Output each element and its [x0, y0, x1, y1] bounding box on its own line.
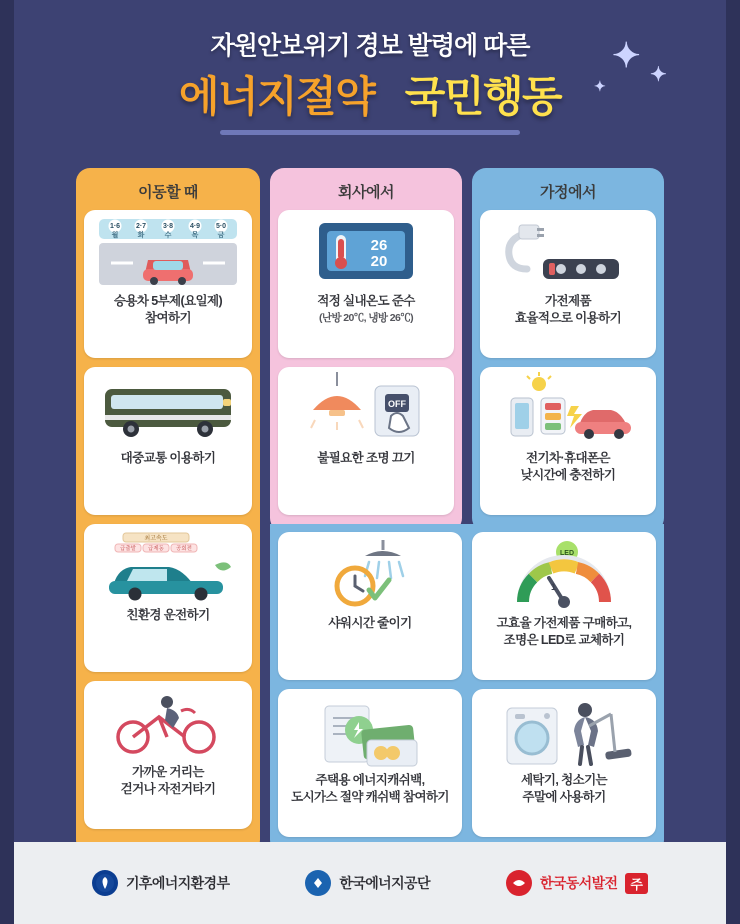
page-subtitle: 자원안보위기 경보 발령에 따른	[210, 32, 530, 60]
card-indoor-temperature	[278, 210, 454, 358]
content-columns	[14, 168, 726, 854]
logo-label: 기후에너지환경부	[126, 875, 230, 891]
sparkle-icon: ✦	[650, 64, 667, 86]
card-caption: 승용차 5부제(요일제)	[113, 294, 223, 308]
card-subcaption: 조명은 LED로 교체하기	[503, 632, 625, 647]
svg-text:1·6: 1·6	[109, 223, 121, 230]
column-heading-office: 회사에서	[338, 184, 394, 201]
logo-gov	[92, 870, 229, 896]
card-appliance-efficiency	[480, 210, 656, 358]
card-public-transit	[84, 367, 252, 515]
page-title	[14, 74, 726, 120]
card-charge-daytime	[480, 367, 656, 515]
car-plate-rotation-icon	[90, 218, 246, 288]
svg-text:금: 금	[217, 232, 225, 239]
energy-rating-led-icon	[478, 540, 650, 610]
card-caption: 친환경 운전하기	[126, 608, 210, 622]
cashback-icon	[284, 697, 456, 767]
card-subcaption: 도시가스 절약 캐쉬백 참여하기	[291, 789, 449, 804]
svg-text:5·0: 5·0	[215, 223, 227, 230]
svg-text:월: 월	[111, 232, 119, 239]
poster	[14, 0, 726, 924]
card-shower-time	[278, 532, 462, 680]
bus-icon	[90, 375, 246, 445]
thermostat-icon	[284, 218, 448, 288]
card-carpool	[84, 210, 252, 358]
column-move	[76, 168, 260, 854]
light-switch-off-icon	[284, 375, 448, 445]
card-caption: 세탁기, 청소기는	[520, 773, 608, 787]
svg-text:4·9: 4·9	[189, 223, 201, 230]
card-subcaption: 참여하기	[145, 310, 191, 325]
svg-text:LED: LED	[560, 550, 574, 557]
bicycle-icon	[90, 689, 246, 759]
ev-phone-charge-icon	[486, 375, 650, 445]
gov-emblem-icon	[92, 870, 118, 896]
logo-suffix-badge: 주	[625, 873, 648, 894]
svg-text:OFF: OFF	[388, 399, 406, 409]
eco-car-icon	[90, 532, 246, 602]
logo-label: 한국동서발전	[539, 875, 618, 891]
card-eco-driving	[84, 524, 252, 672]
column-office	[270, 168, 462, 532]
logo-label: 한국에너지공단	[339, 875, 430, 891]
column-middle-wrapper	[270, 168, 664, 854]
card-high-efficiency-led	[472, 532, 656, 680]
card-caption: 가까운 거리는	[132, 765, 204, 779]
kea-emblem-icon	[305, 870, 331, 896]
ewp-emblem-icon	[506, 870, 532, 896]
svg-text:20: 20	[370, 253, 388, 270]
card-weekend-appliances	[472, 689, 656, 837]
card-caption: 적정 실내온도 준수	[317, 294, 415, 308]
svg-text:화: 화	[137, 232, 145, 239]
column-heading-home: 가정에서	[540, 184, 596, 201]
svg-text:1: 1	[551, 582, 557, 592]
column-home-lower	[472, 524, 656, 846]
middle-top-row	[270, 168, 664, 532]
svg-text:2·7: 2·7	[135, 223, 147, 230]
card-energy-cashback	[278, 689, 462, 837]
right-gutter	[726, 0, 740, 924]
card-subcaption: 낮시간에 충전하기	[520, 467, 616, 482]
svg-text:공회전: 공회전	[176, 546, 192, 552]
column-heading-move: 이동할 때	[138, 184, 198, 201]
column-home	[472, 168, 664, 532]
logo-kea	[305, 870, 429, 896]
svg-text:최고속도: 최고속도	[144, 536, 168, 542]
sparkle-icon: ✦	[612, 37, 641, 75]
page-title-part-2: 국민행동	[404, 73, 562, 120]
svg-text:목: 목	[191, 232, 199, 239]
column-office-lower	[278, 524, 462, 846]
card-subcaption: 주말에 사용하기	[522, 789, 606, 804]
card-caption: 불필요한 조명 끄기	[317, 451, 415, 465]
shower-timer-icon	[284, 540, 456, 610]
card-caption: 주택용 에너지캐쉬백,	[315, 773, 425, 787]
poster-header	[14, 0, 726, 168]
card-subcaption: (난방 20℃, 냉방 26℃)	[319, 311, 413, 324]
title-underline	[220, 130, 520, 135]
card-subcaption: 걷거나 자전거타기	[120, 781, 216, 796]
card-caption: 가전제품	[545, 294, 591, 308]
svg-text:3·8: 3·8	[162, 223, 174, 230]
card-caption: 고효율 가전제품 구매하고,	[496, 616, 632, 630]
power-strip-icon	[486, 218, 650, 288]
left-gutter	[0, 0, 14, 924]
card-caption: 대중교통 이용하기	[120, 451, 216, 465]
card-subcaption: 효율적으로 이용하기	[514, 310, 622, 325]
card-turn-off-lights	[278, 367, 454, 515]
svg-text:급출발: 급출발	[120, 546, 136, 552]
middle-lower-row	[270, 524, 664, 854]
card-caption: 전기차·휴대폰은	[526, 451, 610, 465]
logo-ewp	[506, 870, 648, 896]
card-caption: 샤워시간 줄이기	[328, 616, 412, 630]
page-title-part-1: 에너지절약	[178, 73, 375, 120]
footer-logos	[14, 842, 726, 924]
sparkle-icon: ✦	[594, 78, 606, 94]
svg-text:수: 수	[164, 232, 172, 239]
laundry-vacuum-icon	[478, 697, 650, 767]
svg-text:26: 26	[370, 237, 388, 254]
svg-text:급제동: 급제동	[148, 546, 164, 552]
card-walk-bike	[84, 681, 252, 829]
